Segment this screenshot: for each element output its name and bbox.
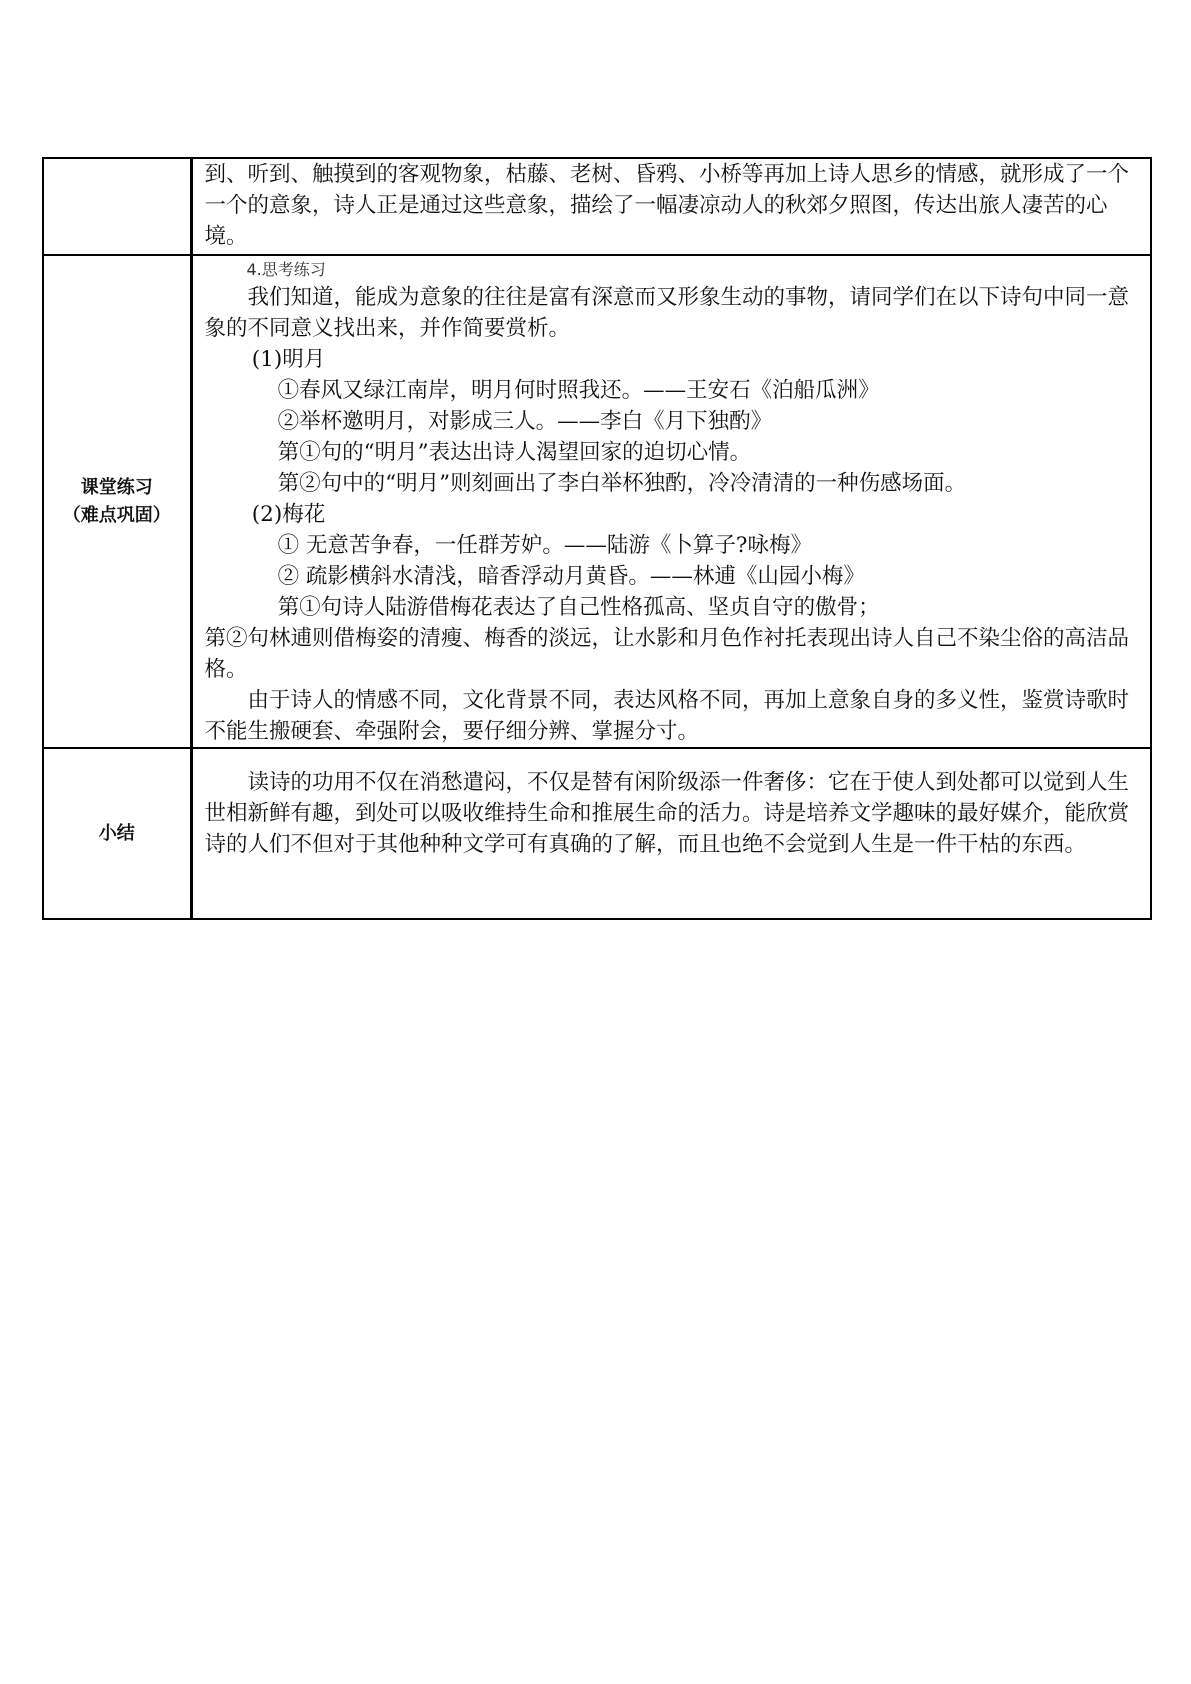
- poem-line: ② 疏影横斜水清浅，暗香浮动月黄昏。——林逋《山园小梅》: [277, 564, 865, 589]
- section-heading: 4.思考练习: [246, 260, 326, 279]
- analysis-paragraph: 第②句林逋则借梅姿的清瘦、梅香的淡远，让水影和月色作衬托表现出诗人自己不染尘俗的高洁品格。: [204, 626, 1130, 682]
- subsection-title-plum-blossom: (2)梅花: [251, 502, 326, 527]
- row-label-classroom-practice: [43, 255, 191, 748]
- analysis-line: 第②句中的“明月”则刻画出了李白举杯独酌，冷冷清清的一种伤感场面。: [277, 471, 967, 496]
- lesson-plan-page: [42, 157, 1150, 920]
- lesson-plan-table: [42, 157, 1152, 920]
- row-content-continuation: [191, 158, 1151, 255]
- analysis-line: 第①句诗人陆游借梅花表达了自己性格孤高、坚贞自守的傲骨；: [277, 595, 880, 620]
- row-label-summary: [43, 748, 191, 919]
- subsection-title-bright-moon: (1)明月: [251, 347, 326, 372]
- conclusion-paragraph: 由于诗人的情感不同，文化背景不同，表达风格不同，再加上意象自身的多义性，鉴赏诗歌时不能生搬硬套、牵强附会，要仔细分辨、掌握分寸。: [204, 688, 1130, 744]
- poem-line: ① 无意苦争春，一任群芳妒。——陆游《卜算子?咏梅》: [277, 533, 812, 558]
- poem-line: ②举杯邀明月，对影成三人。——李白《月下独酌》: [277, 409, 773, 434]
- table-row-summary: [43, 748, 1151, 919]
- table-row-continuation: [43, 158, 1151, 255]
- label-summary: 小结: [98, 822, 135, 844]
- poem-line: ①春风又绿江南岸，明月何时照我还。——王安石《泊船瓜洲》: [277, 378, 880, 403]
- table-row-classroom-practice: [43, 255, 1151, 748]
- continuation-paragraph: 到、听到、触摸到的客观物象，枯藤、老树、昏鸦、小桥等再加上诗人思乡的情感，就形成了一个一个的意象，诗人正是通过这些意象，描绘了一幅凄凉动人的秋郊夕照图，传达出旅人凄苦的心境。: [204, 162, 1130, 249]
- label-classroom-practice: 课堂练习: [80, 476, 153, 498]
- row-content-classroom-practice: [191, 255, 1151, 748]
- summary-paragraph: 读诗的功用不仅在消愁遣闷，不仅是替有闲阶级添一件奢侈：它在于使人到处都可以觉到人生世相新鲜有趣，到处可以吸收维持生命和推展生命的活力。诗是培养文学趣味的最好媒介，能欣赏诗的人们不但对于其他种种文学可有真确的了解，而且也绝不会觉到人生是一件干枯的东西。: [204, 770, 1130, 857]
- intro-paragraph: 我们知道，能成为意象的往往是富有深意而又形象生动的事物，请同学们在以下诗句中同一意象的不同意义找出来，并作简要赏析。: [204, 285, 1130, 341]
- label-difficulty-consolidation: （难点巩固）: [62, 504, 171, 526]
- row-label-empty: [43, 158, 191, 255]
- row-content-summary: [191, 748, 1151, 919]
- analysis-line: 第①句的“明月”表达出诗人渴望回家的迫切心情。: [277, 440, 752, 465]
